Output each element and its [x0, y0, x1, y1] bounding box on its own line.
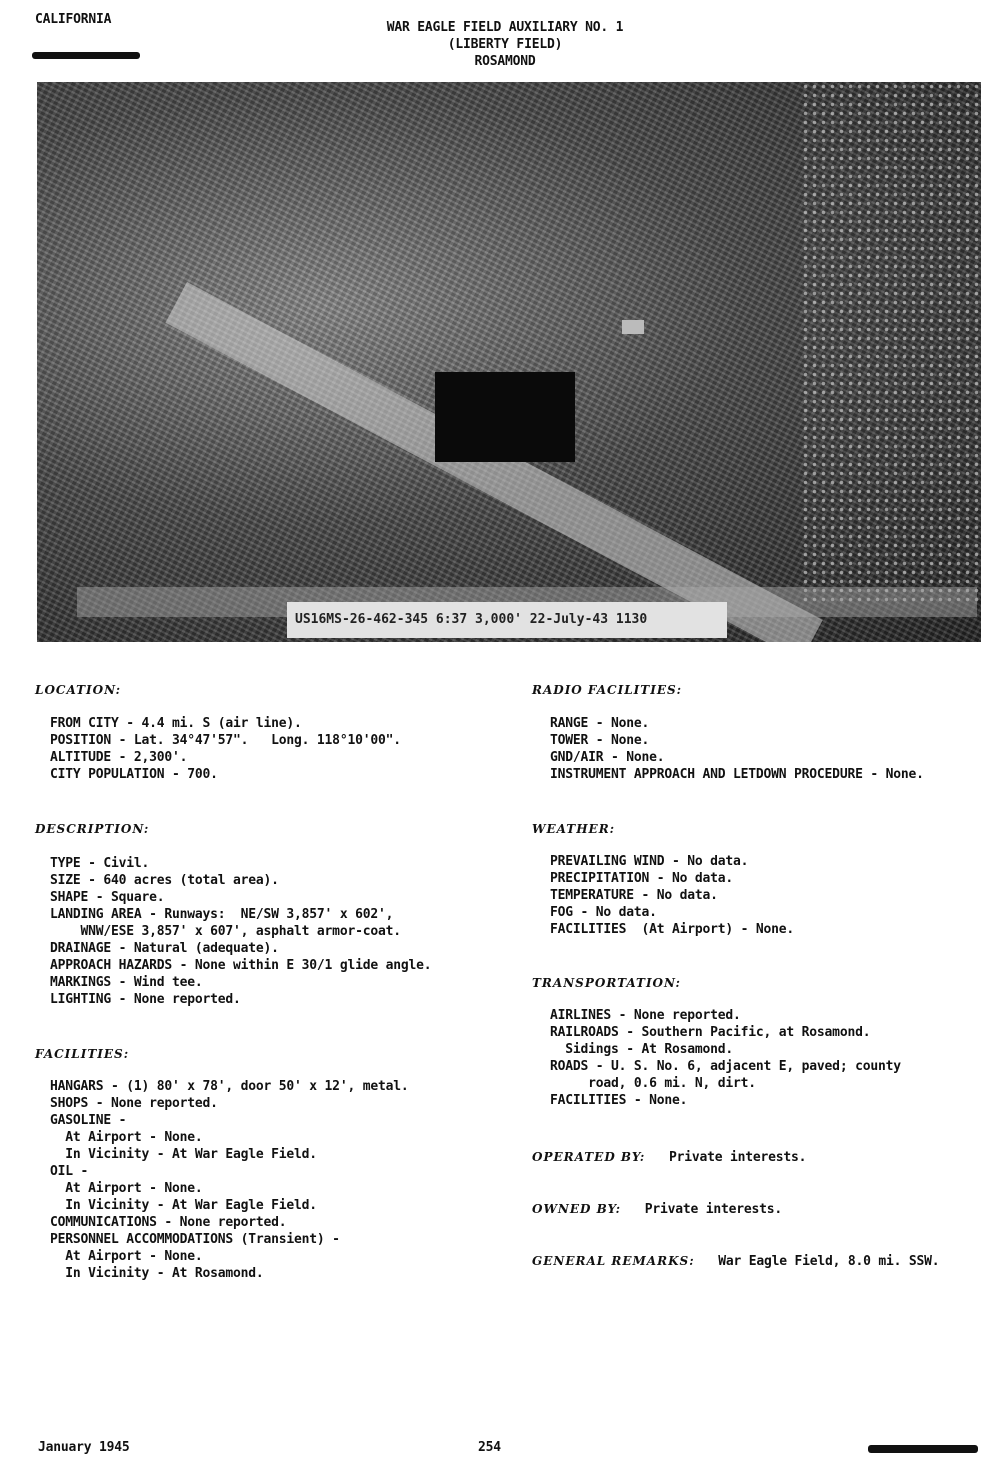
transportation-list — [550, 1007, 901, 1109]
list-item: At Airport - None. — [50, 1130, 203, 1145]
list-item: LANDING AREA - Runways: NE/SW 3,857' x 602', — [50, 907, 394, 922]
list-item: FACILITIES (At Airport) - None. — [550, 922, 795, 937]
owned-by-row — [532, 1198, 782, 1217]
dark-block — [435, 372, 575, 462]
list-item: FOG - No data. — [550, 905, 657, 920]
list-item: TEMPERATURE - No data. — [550, 888, 718, 903]
list-item: At Airport - None. — [50, 1181, 203, 1196]
list-item: MARKINGS - Wind tee. — [50, 975, 203, 990]
photo-caption: US16MS-26-462-345 6:37 3,000' 22-July-43 1130 — [287, 602, 727, 638]
description-heading: DESCRIPTION: — [35, 822, 150, 836]
facilities-list — [50, 1078, 408, 1282]
airfield-alt-name: (LIBERTY FIELD) — [447, 37, 563, 52]
airfield-title: WAR EAGLE FIELD AUXILIARY NO. 1 — [386, 20, 624, 35]
redaction-mark — [32, 52, 140, 59]
list-item: road, 0.6 mi. N, dirt. — [550, 1076, 756, 1091]
list-item: ALTITUDE - 2,300'. — [50, 750, 188, 765]
location-list — [50, 715, 401, 783]
list-item: GASOLINE - — [50, 1113, 127, 1128]
facilities-heading: FACILITIES: — [35, 1047, 130, 1061]
hangar-mark — [622, 320, 644, 334]
list-item: TOWER - None. — [550, 733, 650, 748]
operated-by-label: OPERATED BY: — [532, 1150, 646, 1164]
list-item: DRAINAGE - Natural (adequate). — [50, 941, 279, 956]
list-item: ROADS - U. S. No. 6, adjacent E, paved; county — [550, 1059, 901, 1074]
general-remarks-value: War Eagle Field, 8.0 mi. SSW. — [718, 1254, 940, 1269]
list-item: WNW/ESE 3,857' x 607', asphalt armor-coat. — [50, 924, 401, 939]
list-item: COMMUNICATIONS - None reported. — [50, 1215, 287, 1230]
state-label: CALIFORNIA — [35, 12, 112, 27]
weather-heading: WEATHER: — [532, 822, 616, 836]
list-item: Sidings - At Rosamond. — [550, 1042, 734, 1057]
list-item: INSTRUMENT APPROACH AND LETDOWN PROCEDURE - None. — [550, 767, 924, 782]
list-item: SHOPS - None reported. — [50, 1096, 218, 1111]
general-remarks-label: GENERAL REMARKS: — [532, 1254, 695, 1268]
list-item: RAILROADS - Southern Pacific, at Rosamond. — [550, 1025, 871, 1040]
list-item: At Airport - None. — [50, 1249, 203, 1264]
owned-by-label: OWNED BY: — [532, 1202, 622, 1216]
list-item: APPROACH HAZARDS - None within E 30/1 glide angle. — [50, 958, 432, 973]
list-item: GND/AIR - None. — [550, 750, 665, 765]
weather-list — [550, 853, 794, 938]
list-item: TYPE - Civil. — [50, 856, 150, 871]
list-item: OIL - — [50, 1164, 89, 1179]
list-item: CITY POPULATION - 700. — [50, 767, 218, 782]
list-item: AIRLINES - None reported. — [550, 1008, 741, 1023]
aerial-photo — [37, 82, 981, 642]
owned-by-value: Private interests. — [644, 1202, 782, 1217]
airfield-city: ROSAMOND — [474, 54, 536, 69]
radio-list — [550, 715, 924, 783]
list-item: PERSONNEL ACCOMMODATIONS (Transient) - — [50, 1232, 340, 1247]
operated-by-row — [532, 1146, 806, 1165]
list-item: HANGARS - (1) 80' x 78', door 50' x 12', metal. — [50, 1079, 409, 1094]
list-item: PRECIPITATION - No data. — [550, 871, 734, 886]
location-heading: LOCATION: — [35, 683, 122, 697]
list-item: In Vicinity - At War Eagle Field. — [50, 1147, 317, 1162]
footer-date: January 1945 — [38, 1440, 130, 1455]
photo-texture — [801, 82, 981, 602]
list-item: RANGE - None. — [550, 716, 650, 731]
list-item: In Vicinity - At War Eagle Field. — [50, 1198, 317, 1213]
transportation-heading: TRANSPORTATION: — [532, 976, 681, 990]
page-number: 254 — [478, 1440, 501, 1455]
list-item: In Vicinity - At Rosamond. — [50, 1266, 264, 1281]
list-item: SIZE - 640 acres (total area). — [50, 873, 279, 888]
list-item: PREVAILING WIND - No data. — [550, 854, 749, 869]
general-remarks-row — [532, 1250, 939, 1269]
list-item: FACILITIES - None. — [550, 1093, 688, 1108]
footer-redaction-mark — [868, 1445, 978, 1453]
operated-by-value: Private interests. — [669, 1150, 807, 1165]
list-item: SHAPE - Square. — [50, 890, 165, 905]
radio-heading: RADIO FACILITIES: — [532, 683, 683, 697]
list-item: FROM CITY - 4.4 mi. S (air line). — [50, 716, 302, 731]
list-item: POSITION - Lat. 34°47'57". Long. 118°10'00". — [50, 733, 401, 748]
list-item: LIGHTING - None reported. — [50, 992, 241, 1007]
description-list — [50, 855, 431, 1008]
